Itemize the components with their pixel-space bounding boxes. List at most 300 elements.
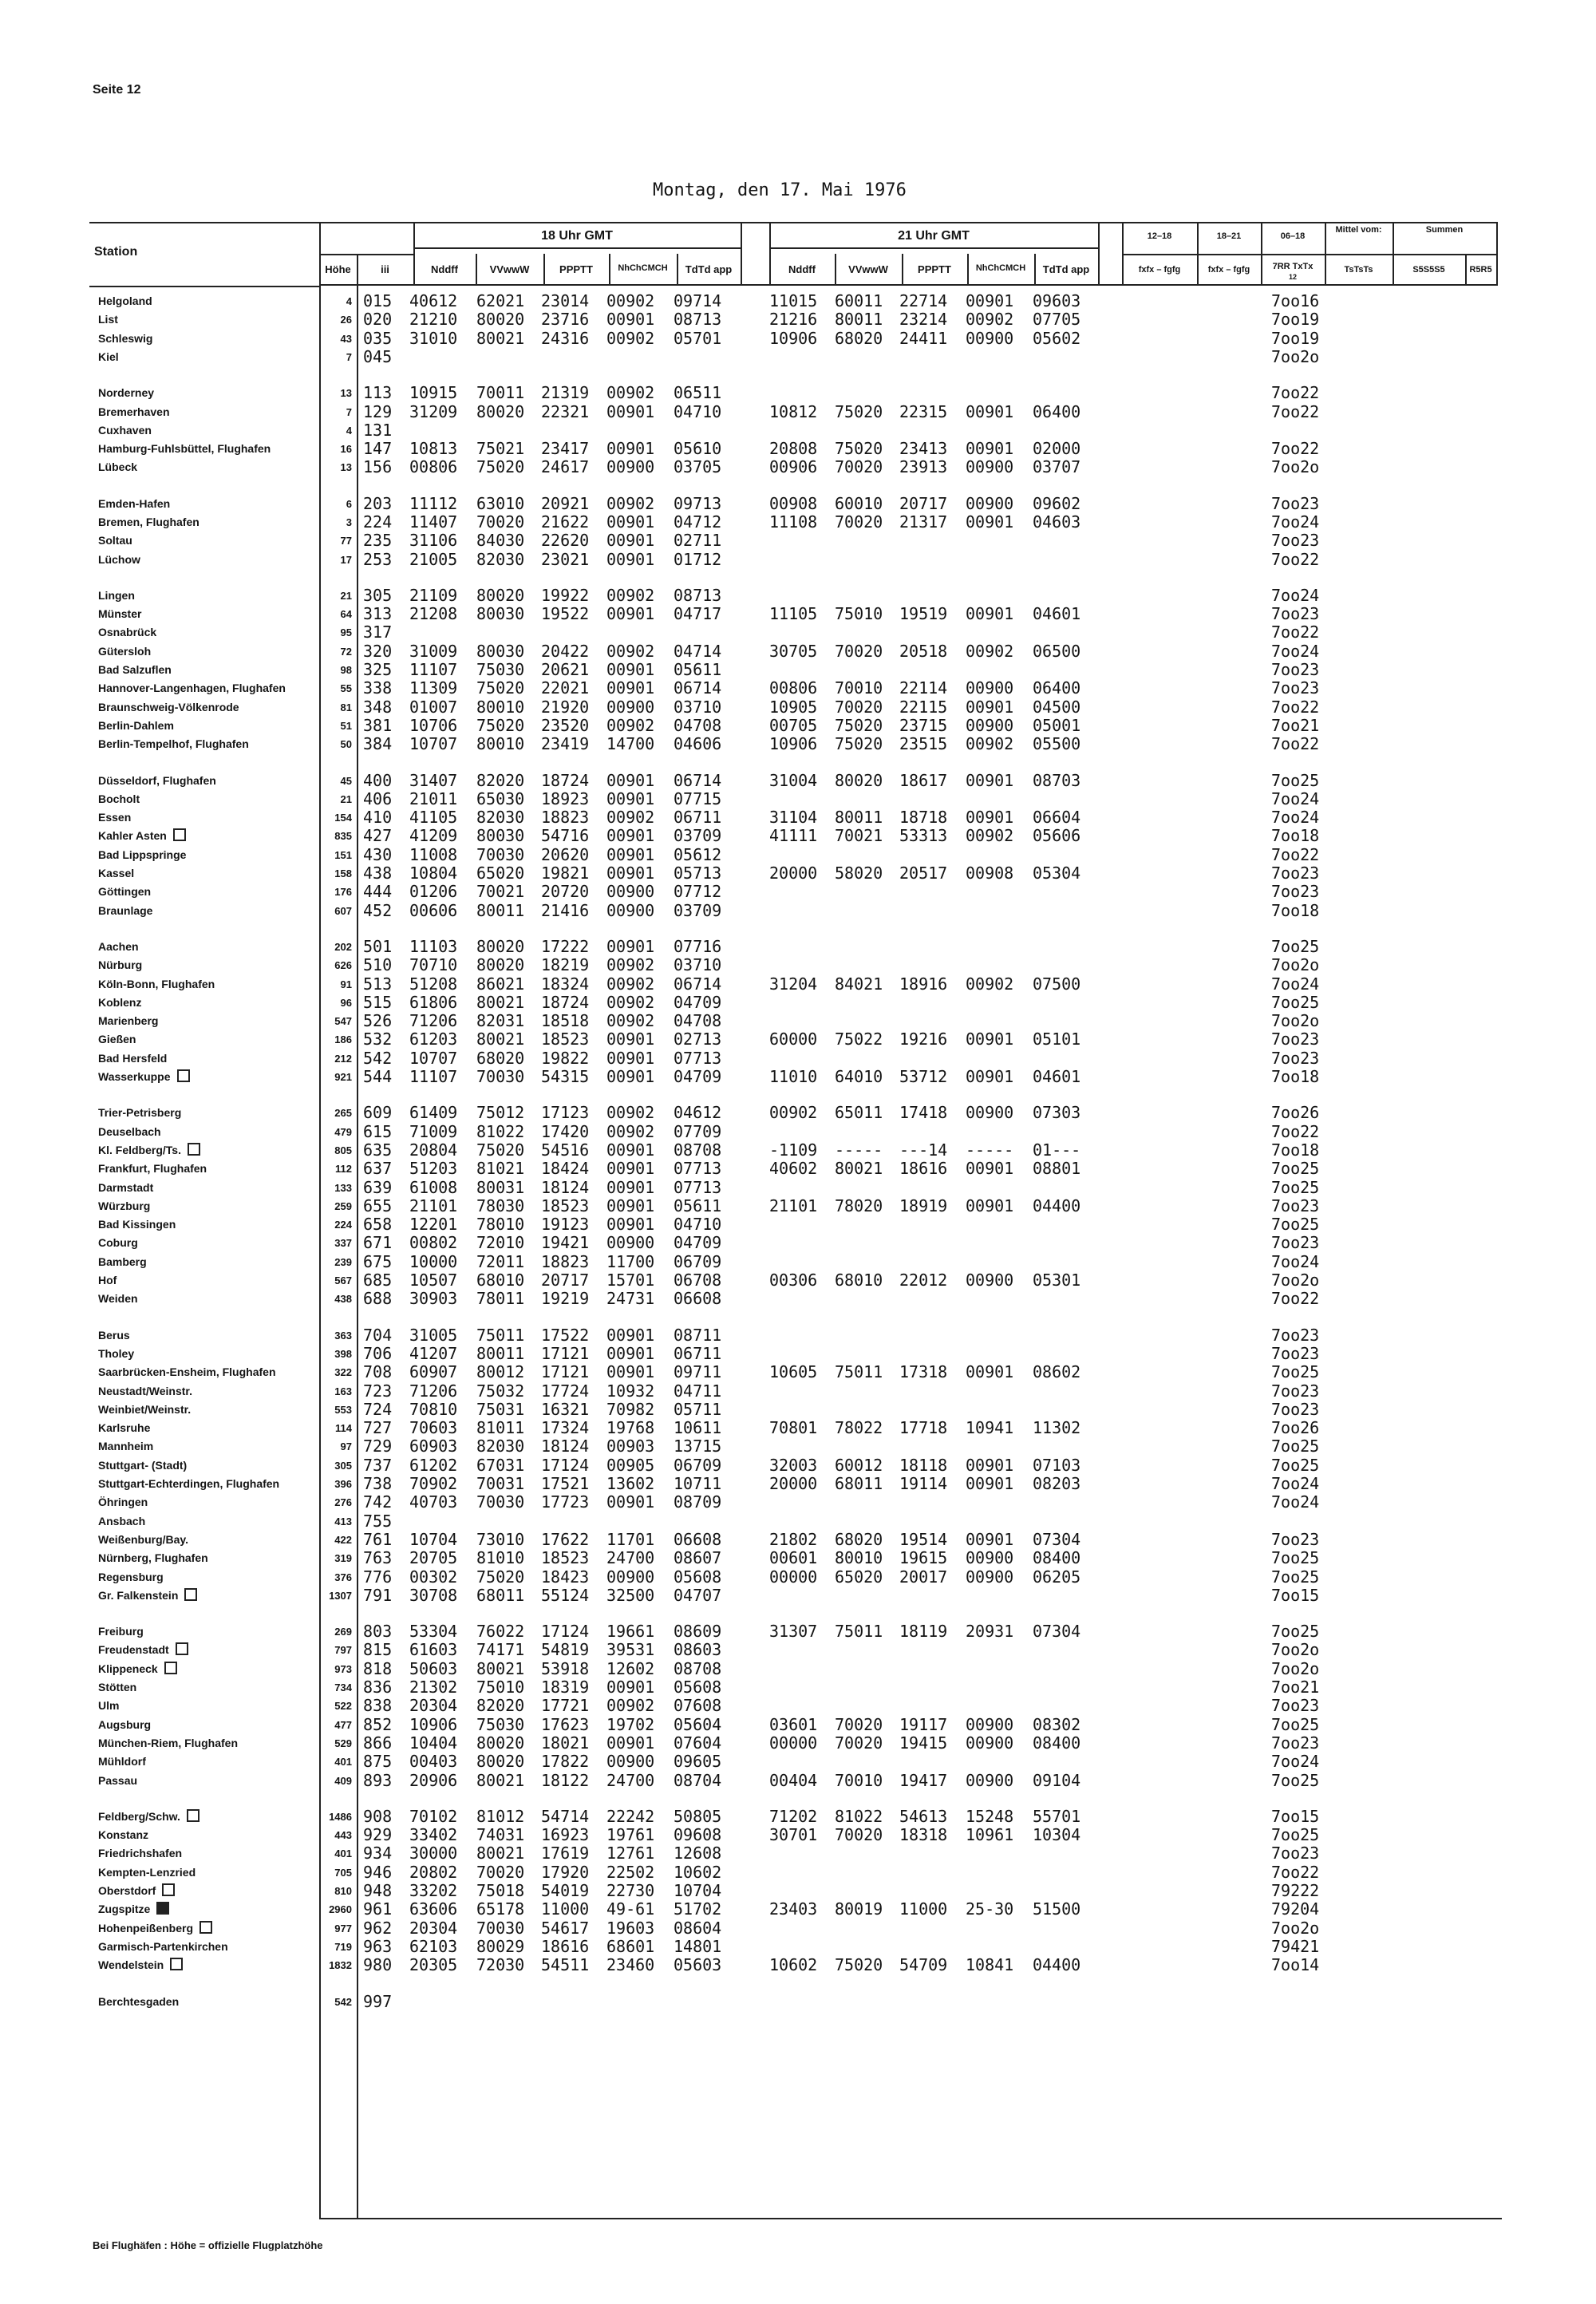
obs-21-value: 00902 [966, 734, 1014, 753]
page-label: Seite 12 [93, 83, 141, 97]
mountain-station-box-icon [188, 1143, 200, 1156]
obs-18-value: 75020 [476, 678, 525, 698]
station-name [98, 1123, 161, 1141]
station-height: 797 [334, 1644, 352, 1656]
obs-18-value: 50805 [674, 1807, 722, 1826]
obs-18-value: 19123 [541, 1215, 590, 1234]
station-index: 961 [363, 1899, 393, 1919]
obs-18-value: 10404 [409, 1733, 458, 1753]
precip-temp-value: 7oo23 [1271, 604, 1320, 623]
station-index: 818 [363, 1659, 393, 1678]
station-name-text: Koblenz [98, 996, 142, 1009]
table-row [0, 1160, 1596, 1178]
station-height: 45 [340, 775, 352, 787]
obs-18-value: 04606 [674, 734, 722, 753]
obs-18-value: 50603 [409, 1659, 458, 1678]
station-height: 719 [334, 1941, 352, 1953]
obs-18-value: 22242 [606, 1807, 655, 1826]
obs-18-value: 18021 [541, 1733, 590, 1753]
station-name-text: Tholey [98, 1347, 135, 1360]
obs-21-value: 11108 [769, 512, 818, 532]
station-name-text: Ulm [98, 1699, 120, 1712]
obs-18-value: 08708 [674, 1659, 722, 1678]
obs-18-value: 08609 [674, 1622, 722, 1641]
obs-21-value: 00901 [966, 512, 1014, 532]
obs-18-value: 10707 [409, 734, 458, 753]
obs-21-value: 22012 [899, 1271, 948, 1290]
station-name [98, 1030, 136, 1049]
table-row [0, 1641, 1596, 1659]
station-name [98, 513, 200, 532]
obs-18-value: 67031 [476, 1456, 525, 1475]
table-row [0, 883, 1596, 901]
station-name [98, 1363, 276, 1381]
precip-temp-value: 7oo26 [1271, 1418, 1320, 1437]
obs-21-value: 60010 [835, 494, 883, 513]
table-row [0, 1123, 1596, 1141]
station-index: 384 [363, 734, 393, 753]
obs-21-value: 75020 [835, 1955, 883, 1974]
obs-18-value: 76022 [476, 1622, 525, 1641]
obs-18-value: 17222 [541, 937, 590, 956]
obs-18-value: 10932 [606, 1381, 655, 1401]
obs-21-value: 19415 [899, 1733, 948, 1753]
station-height: 413 [334, 1516, 352, 1527]
station-index: 427 [363, 826, 393, 845]
station-name-text: Hamburg-Fuhlsbüttel, Flughafen [98, 442, 271, 455]
obs-21-value: 00000 [769, 1733, 818, 1753]
obs-18-value: 00900 [606, 1233, 655, 1252]
obs-18-value: 82030 [476, 808, 525, 827]
obs-18-value: 41209 [409, 826, 458, 845]
station-index: 224 [363, 512, 393, 532]
table-row [0, 1863, 1596, 1882]
obs-18-value: 08604 [674, 1919, 722, 1938]
station-height: 212 [334, 1053, 352, 1065]
obs-21-value: 07705 [1033, 310, 1081, 329]
obs-18-value: 00900 [606, 698, 655, 717]
obs-18-value: 84030 [476, 531, 525, 550]
obs-18-value: 00802 [409, 1233, 458, 1252]
obs-18-value: 06709 [674, 1252, 722, 1271]
station-index: 609 [363, 1103, 393, 1122]
precip-temp-value: 7oo24 [1271, 789, 1320, 808]
obs-18-value: 04717 [674, 604, 722, 623]
obs-21-value: 08602 [1033, 1362, 1081, 1381]
station-name-text: Kassel [98, 867, 135, 879]
table-row [0, 458, 1596, 476]
header-sub-p0618: 7RR TxTx [1272, 262, 1314, 271]
obs-21-value: 54613 [899, 1807, 948, 1826]
obs-18-value: 06511 [674, 383, 722, 402]
obs-21-value: 06205 [1033, 1567, 1081, 1587]
table-row [0, 679, 1596, 698]
obs-18-value: 75021 [476, 439, 525, 458]
table-row [0, 1141, 1596, 1160]
table-row [0, 587, 1596, 605]
obs-18-value: 00901 [606, 826, 655, 845]
obs-21-value: 84021 [835, 974, 883, 994]
station-name-text: Gießen [98, 1033, 136, 1045]
obs-18-value: 80020 [476, 1752, 525, 1771]
table-row [0, 1808, 1596, 1826]
station-height: 176 [334, 886, 352, 898]
station-height: 2960 [329, 1903, 352, 1915]
divider-18-end [741, 222, 742, 286]
obs-21-value: 60011 [835, 291, 883, 310]
station-height: 81 [340, 701, 352, 713]
station-name-text: Passau [98, 1774, 138, 1787]
station-index: 452 [363, 901, 393, 920]
station-name [98, 717, 174, 735]
obs-18-value: 08603 [674, 1640, 722, 1659]
obs-18-value: 68010 [476, 1271, 525, 1290]
obs-18-value: 22502 [606, 1863, 655, 1882]
obs-18-value: 70020 [476, 1863, 525, 1882]
station-name [98, 532, 132, 550]
obs-18-value: 70030 [476, 845, 525, 864]
station-height: 224 [334, 1219, 352, 1231]
obs-18-value: 18319 [541, 1678, 590, 1697]
obs-21-value: 00902 [966, 642, 1014, 661]
obs-21-value: 70020 [835, 1825, 883, 1844]
obs-18-value: 00901 [606, 1678, 655, 1697]
obs-21-value: 00900 [966, 494, 1014, 513]
station-name-text: Oberstdorf [98, 1884, 156, 1897]
obs-21-value: 40602 [769, 1159, 818, 1178]
obs-18-value: 62021 [476, 291, 525, 310]
obs-21-value: 71202 [769, 1807, 818, 1826]
obs-21-value: 07500 [1033, 974, 1081, 994]
station-height: 3 [346, 516, 352, 528]
obs-18-value: 20620 [541, 845, 590, 864]
station-name [98, 1826, 148, 1844]
obs-18-value: 00900 [606, 457, 655, 476]
obs-18-value: 06709 [674, 1456, 722, 1475]
obs-18-value: 80021 [476, 1771, 525, 1790]
header-mid-rule-right [1122, 254, 1498, 255]
station-name [98, 1772, 137, 1790]
obs-18-value: 20717 [541, 1271, 590, 1290]
header-18-ppptt: PPPTT [559, 263, 593, 275]
table-row [0, 310, 1596, 329]
obs-21-value: 00900 [966, 716, 1014, 735]
obs-18-value: 00901 [606, 531, 655, 550]
station-name [98, 1437, 153, 1456]
obs-18-value: 80030 [476, 642, 525, 661]
obs-18-value: 18923 [541, 789, 590, 808]
station-name-text: Schleswig [98, 332, 153, 345]
station-name [98, 1622, 144, 1641]
table-row [0, 421, 1596, 440]
obs-21-value: 00900 [966, 1548, 1014, 1567]
obs-18-value: 23460 [606, 1955, 655, 1974]
obs-18-value: 19702 [606, 1715, 655, 1734]
obs-18-value: 70030 [476, 1067, 525, 1086]
obs-18-value: 12602 [606, 1659, 655, 1678]
obs-18-value: 19822 [541, 1049, 590, 1068]
station-height: 401 [334, 1756, 352, 1768]
obs-18-value: 21101 [409, 1196, 458, 1215]
obs-18-value: 72030 [476, 1955, 525, 1974]
table-row [0, 790, 1596, 808]
station-height: 72 [340, 646, 352, 658]
station-name [98, 1326, 130, 1345]
obs-18-value: 54819 [541, 1640, 590, 1659]
station-name-text: Bad Lippspringe [98, 848, 187, 861]
precip-temp-value: 7oo23 [1271, 864, 1320, 883]
table-row [0, 384, 1596, 402]
obs-18-value: 21302 [409, 1678, 458, 1697]
obs-18-value: 00901 [606, 1140, 655, 1160]
obs-18-value: 09714 [674, 291, 722, 310]
obs-18-value: 60907 [409, 1362, 458, 1381]
precip-temp-value: 7oo15 [1271, 1586, 1320, 1605]
station-index: 946 [363, 1863, 393, 1882]
obs-21-value: 18617 [899, 771, 948, 790]
station-name [98, 605, 141, 623]
obs-18-value: 31209 [409, 402, 458, 421]
obs-21-value: 00806 [769, 678, 818, 698]
obs-18-value: 21210 [409, 310, 458, 329]
obs-18-value: 01206 [409, 882, 458, 901]
obs-21-value: 18318 [899, 1825, 948, 1844]
obs-18-value: 80010 [476, 698, 525, 717]
obs-18-value: 00900 [606, 1752, 655, 1771]
station-name [98, 1956, 183, 1974]
obs-18-value: 09608 [674, 1825, 722, 1844]
precip-temp-value: 7oo23 [1271, 1381, 1320, 1401]
obs-21-value: 00908 [966, 864, 1014, 883]
obs-18-value: 65020 [476, 864, 525, 883]
obs-18-value: 00902 [606, 383, 655, 402]
obs-18-value: 06608 [674, 1530, 722, 1549]
obs-18-value: 54315 [541, 1067, 590, 1086]
obs-18-value: 10704 [409, 1530, 458, 1549]
precip-temp-value: 7oo25 [1271, 1567, 1320, 1587]
precip-temp-value: 7oo19 [1271, 329, 1320, 348]
header-sub-p1218: fxfx – fgfg [1138, 265, 1181, 275]
obs-18-value: 11701 [606, 1530, 655, 1549]
obs-21-value: 10905 [769, 698, 818, 717]
obs-21-value: 75020 [835, 439, 883, 458]
station-index: 893 [363, 1771, 393, 1790]
station-name-text: Öhringen [98, 1496, 148, 1508]
obs-18-value: 17619 [541, 1844, 590, 1863]
obs-21-value: 70010 [835, 678, 883, 698]
obs-18-value: 80011 [476, 1344, 525, 1363]
obs-18-value: 07713 [674, 1159, 722, 1178]
station-index: 317 [363, 622, 393, 642]
table-row [0, 1697, 1596, 1715]
obs-18-value: 24617 [541, 457, 590, 476]
precip-temp-value: 79204 [1271, 1899, 1320, 1919]
obs-18-value: 06714 [674, 974, 722, 994]
station-height: 479 [334, 1126, 352, 1138]
obs-18-value: 00901 [606, 1159, 655, 1178]
obs-18-value: 71206 [409, 1381, 458, 1401]
obs-21-value: 00901 [966, 698, 1014, 717]
station-index: 962 [363, 1919, 393, 1938]
obs-21-value: 68020 [835, 1530, 883, 1549]
obs-18-value: 18124 [541, 1437, 590, 1456]
obs-21-value: 00901 [966, 439, 1014, 458]
table-row [0, 717, 1596, 735]
obs-18-value: 22730 [606, 1881, 655, 1900]
station-height: 1307 [329, 1590, 352, 1602]
station-index: 934 [363, 1844, 393, 1863]
obs-18-value: 00806 [409, 457, 458, 476]
precip-temp-value: 7oo22 [1271, 1289, 1320, 1308]
table-row [0, 1030, 1596, 1049]
precip-temp-value: 7oo23 [1271, 1233, 1320, 1252]
station-name [98, 1697, 119, 1715]
header-summen: Summen [1425, 225, 1464, 235]
station-index: 708 [363, 1362, 393, 1381]
obs-18-value: 04710 [674, 1215, 722, 1234]
obs-18-value: 11107 [409, 660, 458, 679]
station-name-text: Feldberg/Schw. [98, 1810, 180, 1823]
station-name-text: Augsburg [98, 1718, 152, 1731]
station-height: 322 [334, 1366, 352, 1378]
obs-21-value: 03601 [769, 1715, 818, 1734]
obs-18-value: 00403 [409, 1752, 458, 1771]
precip-temp-value: 7oo23 [1271, 1049, 1320, 1068]
table-row [0, 1882, 1596, 1900]
obs-18-value: 00902 [606, 974, 655, 994]
obs-18-value: 21416 [541, 901, 590, 920]
obs-21-value: 00705 [769, 716, 818, 735]
station-name [98, 292, 152, 310]
station-name-text: Nürnberg, Flughafen [98, 1551, 208, 1564]
obs-18-value: 41207 [409, 1344, 458, 1363]
obs-21-value: 20017 [899, 1567, 948, 1587]
station-index: 761 [363, 1530, 393, 1549]
obs-18-value: 19522 [541, 604, 590, 623]
obs-18-value: 23520 [541, 716, 590, 735]
station-name [98, 551, 140, 569]
station-name-text: Weinbiet/Weinstr. [98, 1403, 192, 1416]
obs-21-value: 00900 [966, 1733, 1014, 1753]
obs-21-value: 19114 [899, 1474, 948, 1493]
obs-18-value: 22620 [541, 531, 590, 550]
obs-18-value: 06708 [674, 1271, 722, 1290]
obs-21-value: 05602 [1033, 329, 1081, 348]
obs-21-value: 00902 [769, 1103, 818, 1122]
mountain-station-filled-box-icon [156, 1902, 169, 1915]
station-name-text: Freudenstadt [98, 1643, 169, 1656]
obs-18-value: 80011 [476, 901, 525, 920]
obs-18-value: 30708 [409, 1586, 458, 1605]
station-index: 515 [363, 993, 393, 1012]
station-name-text: Aachen [98, 940, 139, 953]
mountain-station-box-icon [187, 1809, 200, 1822]
obs-18-value: 20804 [409, 1140, 458, 1160]
obs-18-value: 75031 [476, 1400, 525, 1419]
obs-18-value: 81010 [476, 1548, 525, 1567]
header-sub-p1821: fxfx – fgfg [1207, 265, 1250, 275]
station-height: 626 [334, 959, 352, 971]
station-index: 235 [363, 531, 393, 550]
obs-18-value: 12201 [409, 1215, 458, 1234]
obs-18-value: 11112 [409, 494, 458, 513]
table-row [0, 1531, 1596, 1549]
obs-18-value: 02711 [674, 531, 722, 550]
obs-21-value: 00902 [966, 826, 1014, 845]
obs-18-value: 17721 [541, 1696, 590, 1715]
table-row [0, 1049, 1596, 1068]
station-name [98, 642, 151, 661]
obs-21-value: 00901 [966, 1029, 1014, 1049]
obs-18-value: 24731 [606, 1289, 655, 1308]
station-index: 803 [363, 1622, 393, 1641]
obs-18-value: 04714 [674, 642, 722, 661]
obs-21-value: 20808 [769, 439, 818, 458]
station-index: 035 [363, 329, 393, 348]
station-name-text: Emden-Hafen [98, 497, 171, 510]
obs-21-value: 10961 [966, 1825, 1014, 1844]
obs-18-value: 78030 [476, 1196, 525, 1215]
obs-21-value: 23515 [899, 734, 948, 753]
station-name [98, 1141, 200, 1160]
precip-temp-value: 7oo24 [1271, 1474, 1320, 1493]
station-name-text: Norderney [98, 386, 155, 399]
obs-18-value: 03710 [674, 955, 722, 974]
obs-18-value: 51203 [409, 1159, 458, 1178]
obs-18-value: 75020 [476, 1140, 525, 1160]
table-row [0, 902, 1596, 920]
obs-21-value: 17418 [899, 1103, 948, 1122]
obs-18-value: 82030 [476, 550, 525, 569]
obs-18-value: 10706 [409, 716, 458, 735]
obs-18-value: 21011 [409, 789, 458, 808]
station-height: 973 [334, 1663, 352, 1675]
station-name-text: Weiden [98, 1292, 138, 1305]
obs-21-value: 20000 [769, 864, 818, 883]
station-name [98, 330, 152, 348]
obs-21-value: 80011 [835, 808, 883, 827]
obs-21-value: 51500 [1033, 1899, 1081, 1919]
header-top-rule [89, 222, 1498, 223]
station-index: 755 [363, 1512, 393, 1531]
obs-18-value: 55124 [541, 1586, 590, 1605]
precip-temp-value: 7oo18 [1271, 1140, 1320, 1160]
obs-18-value: 00902 [606, 329, 655, 348]
station-name-text: Lübeck [98, 460, 138, 473]
station-index: 963 [363, 1937, 393, 1956]
table-row [0, 1493, 1596, 1512]
station-name-text: Berus [98, 1329, 130, 1342]
obs-18-value: 80012 [476, 1362, 525, 1381]
station-height: 547 [334, 1015, 352, 1027]
obs-21-value: 20000 [769, 1474, 818, 1493]
obs-18-value: 06711 [674, 1344, 722, 1363]
station-height: 112 [335, 1163, 352, 1175]
station-height: 276 [334, 1496, 352, 1508]
obs-18-value: 20422 [541, 642, 590, 661]
station-height: 6 [346, 498, 352, 510]
header-sub-summen-2: R5R5 [1469, 265, 1492, 275]
obs-18-value: 00901 [606, 1049, 655, 1068]
obs-21-value: 78022 [835, 1418, 883, 1437]
obs-18-value: 00900 [606, 1567, 655, 1587]
mountain-station-box-icon [170, 1958, 183, 1970]
obs-18-value: 17622 [541, 1530, 590, 1549]
obs-18-value: 70902 [409, 1474, 458, 1493]
obs-18-value: 72010 [476, 1233, 525, 1252]
station-index: 706 [363, 1344, 393, 1363]
obs-21-value: 00901 [966, 1456, 1014, 1475]
